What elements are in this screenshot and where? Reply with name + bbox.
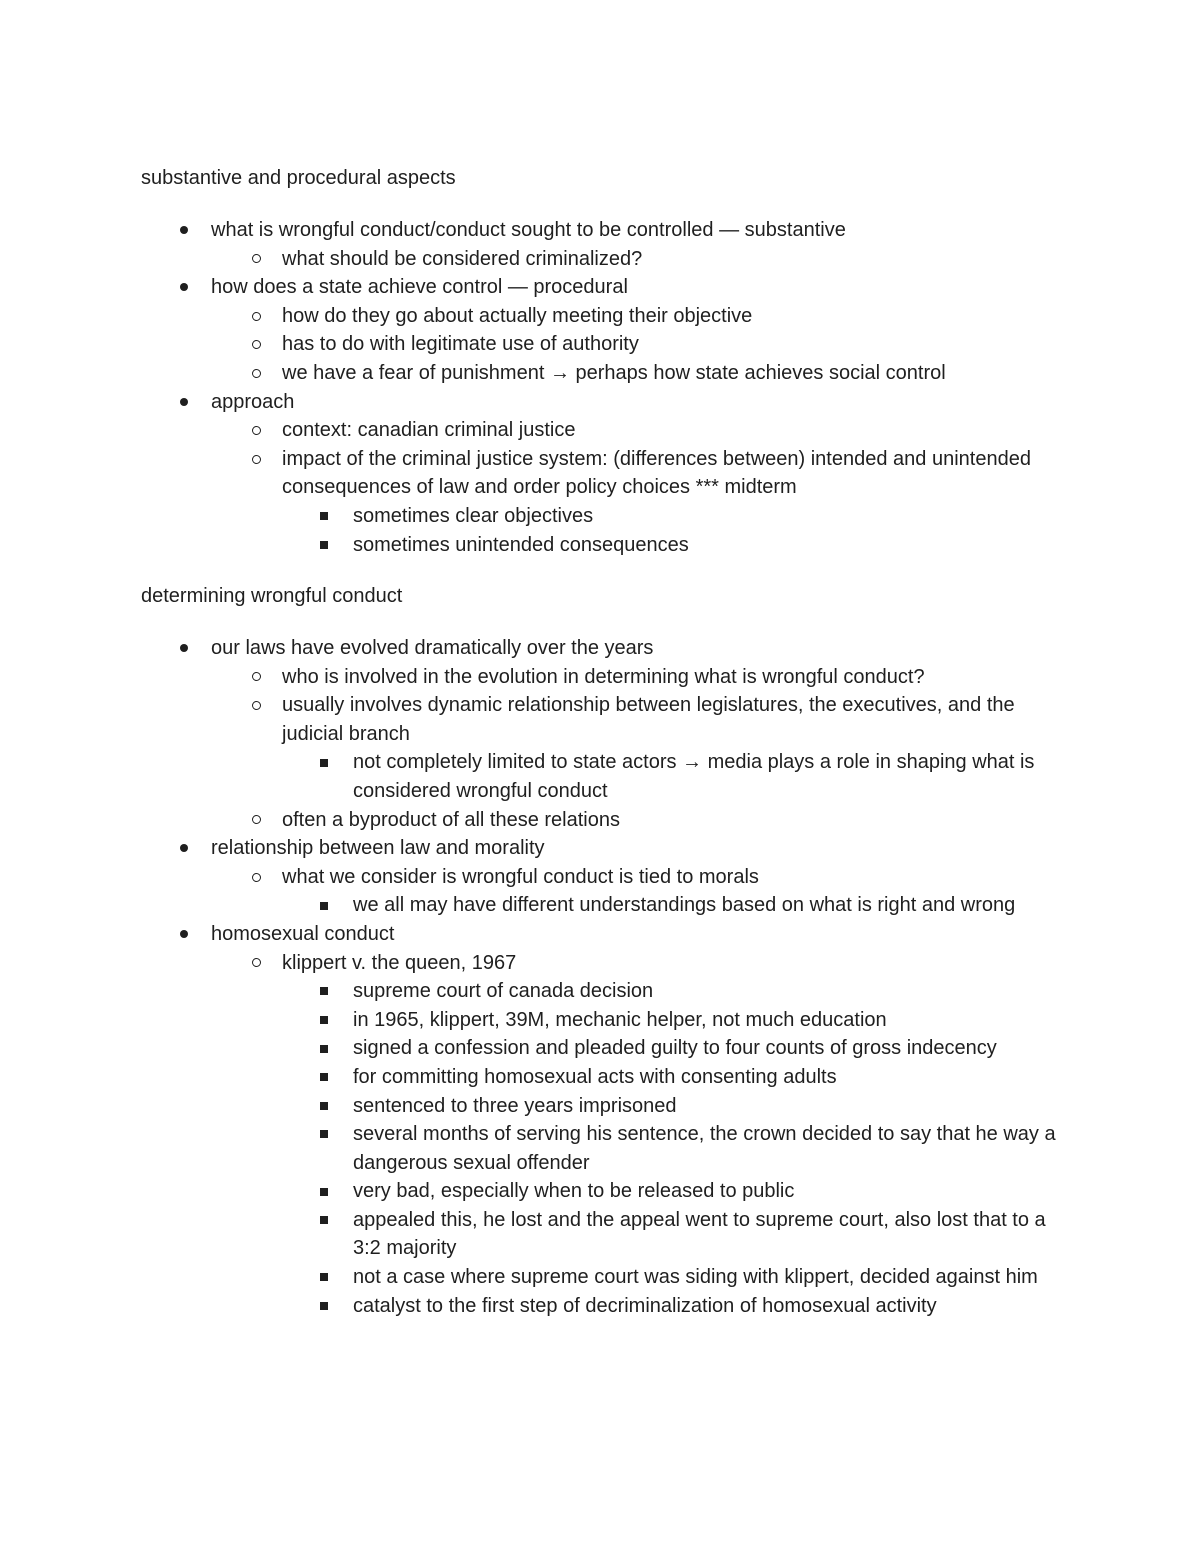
list-item-text: what we consider is wrongful conduct is tied to morals	[282, 865, 759, 888]
bullet-square-icon	[316, 1177, 332, 1206]
list-item-text: we all may have different understandings based on what is right and wrong	[353, 894, 1016, 917]
list-item-text: in 1965, klippert, 39M, mechanic helper, not much education	[353, 1008, 887, 1031]
bullet-disc-icon	[176, 388, 192, 417]
bullet-circle-icon	[248, 445, 264, 474]
list-item-text: very bad, especially when to be released to public	[353, 1180, 795, 1203]
bullet-circle-icon	[248, 806, 264, 835]
bullet-square-icon	[316, 891, 332, 920]
bullet-circle-icon	[248, 416, 264, 445]
list-item	[0, 806, 1062, 835]
bullet-square-icon	[316, 1092, 332, 1121]
bullet-square-icon	[316, 1006, 332, 1035]
list-item-text: has to do with legitimate use of authority	[282, 333, 639, 356]
list-item-text: for committing homosexual acts with consenting adults	[353, 1065, 837, 1088]
list-item	[0, 330, 1062, 359]
list-item-text: how do they go about actually meeting their objective	[282, 304, 753, 327]
section-heading-wrongful-conduct: determining wrongful conduct	[141, 585, 403, 607]
bullet-square-icon	[316, 748, 332, 777]
list-item	[0, 1092, 1068, 1121]
list-item	[0, 1263, 1068, 1292]
list-item-text: how does a state achieve control — procedural	[211, 276, 628, 299]
bullet-disc-icon	[176, 273, 192, 302]
list-item	[0, 1120, 1068, 1177]
list-item-text: context: canadian criminal justice	[282, 419, 576, 442]
list-item	[0, 445, 1062, 502]
bullet-square-icon	[316, 1063, 332, 1092]
list-item-text: appealed this, he lost and the appeal went to supreme court, also lost that to a 3:2 majority	[353, 1208, 1046, 1260]
list-item-text: several months of serving his sentence, the crown decided to say that he way a dangerous sexual offender	[353, 1123, 1056, 1174]
list-item	[0, 1292, 1068, 1321]
list-item-text: who is involved in the evolution in determining what is wrongful conduct?	[282, 665, 925, 688]
list-item	[0, 863, 1062, 892]
list-item	[0, 1206, 1068, 1263]
list-item	[0, 634, 1081, 663]
bullet-square-icon	[316, 1292, 332, 1321]
list-item-text: our laws have evolved dramatically over the years	[211, 637, 654, 659]
list-item	[0, 663, 1062, 692]
list-item	[0, 302, 1062, 331]
list-item	[0, 388, 1081, 417]
outline-list-wrongful-conduct	[0, 634, 1200, 1320]
list-item	[0, 216, 1081, 245]
list-item-text: approach	[211, 390, 295, 413]
outline-list-substantive	[0, 216, 1200, 559]
bullet-square-icon	[316, 1263, 332, 1292]
bullet-circle-icon	[248, 245, 264, 274]
list-item	[0, 1063, 1068, 1092]
list-item	[0, 416, 1062, 445]
list-item-text: catalyst to the first step of decriminalization of homosexual activity	[353, 1294, 937, 1317]
bullet-circle-icon	[248, 949, 264, 978]
list-item	[0, 891, 1068, 920]
bullet-square-icon	[316, 531, 332, 560]
list-item	[0, 245, 1062, 274]
list-item-text: what should be considered criminalized?	[282, 247, 643, 270]
list-item	[0, 691, 1062, 748]
bullet-disc-icon	[176, 216, 192, 245]
bullet-circle-icon	[248, 691, 264, 720]
bullet-disc-icon	[176, 834, 192, 863]
bullet-square-icon	[316, 1034, 332, 1063]
list-item-text: klippert v. the queen, 1967	[282, 951, 517, 974]
bullet-square-icon	[316, 977, 332, 1006]
list-item	[0, 1006, 1068, 1035]
section-heading-substantive: substantive and procedural aspects	[141, 167, 456, 189]
list-item-text: homosexual conduct	[211, 922, 395, 945]
list-item	[0, 949, 1062, 978]
list-item	[0, 273, 1081, 302]
list-item-text: impact of the criminal justice system: (differences between) intended and unintended consequences of law and order policy choices *** midterm	[282, 447, 1031, 499]
bullet-square-icon	[316, 502, 332, 531]
bullet-circle-icon	[248, 359, 264, 388]
bullet-disc-icon	[176, 920, 192, 949]
list-item-text: usually involves dynamic relationship between legislatures, the executives, and the judicial branch	[282, 694, 1015, 745]
list-item-text: signed a confession and pleaded guilty to four counts of gross indecency	[353, 1037, 997, 1060]
list-item	[0, 748, 1068, 805]
list-item	[0, 977, 1068, 1006]
bullet-square-icon	[316, 1120, 332, 1149]
list-item	[0, 531, 1068, 560]
list-item-text: sometimes clear objectives	[353, 504, 594, 527]
list-item	[0, 834, 1081, 863]
list-item-text: relationship between law and morality	[211, 837, 545, 860]
list-item-text: sentenced to three years imprisoned	[353, 1094, 677, 1117]
list-item-text: what is wrongful conduct/conduct sought to be controlled — substantive	[211, 219, 846, 241]
list-item-text: supreme court of canada decision	[353, 980, 654, 1003]
list-item-text: not a case where supreme court was siding with klippert, decided against him	[353, 1266, 1038, 1289]
list-item-text: sometimes unintended consequences	[353, 533, 689, 556]
list-item	[0, 502, 1068, 531]
bullet-circle-icon	[248, 302, 264, 331]
bullet-square-icon	[316, 1206, 332, 1235]
bullet-circle-icon	[248, 663, 264, 692]
list-item	[0, 920, 1081, 949]
bullet-circle-icon	[248, 863, 264, 892]
list-item	[0, 1177, 1068, 1206]
bullet-disc-icon	[176, 634, 192, 663]
list-item	[0, 359, 1062, 388]
list-item-text: not completely limited to state actors → media plays a role in shaping what is considered wrongful conduct	[353, 751, 1035, 802]
list-item-text: often a byproduct of all these relations	[282, 808, 620, 831]
list-item-text: we have a fear of punishment → perhaps how state achieves social control	[282, 361, 946, 384]
list-item	[0, 1034, 1068, 1063]
bullet-circle-icon	[248, 330, 264, 359]
